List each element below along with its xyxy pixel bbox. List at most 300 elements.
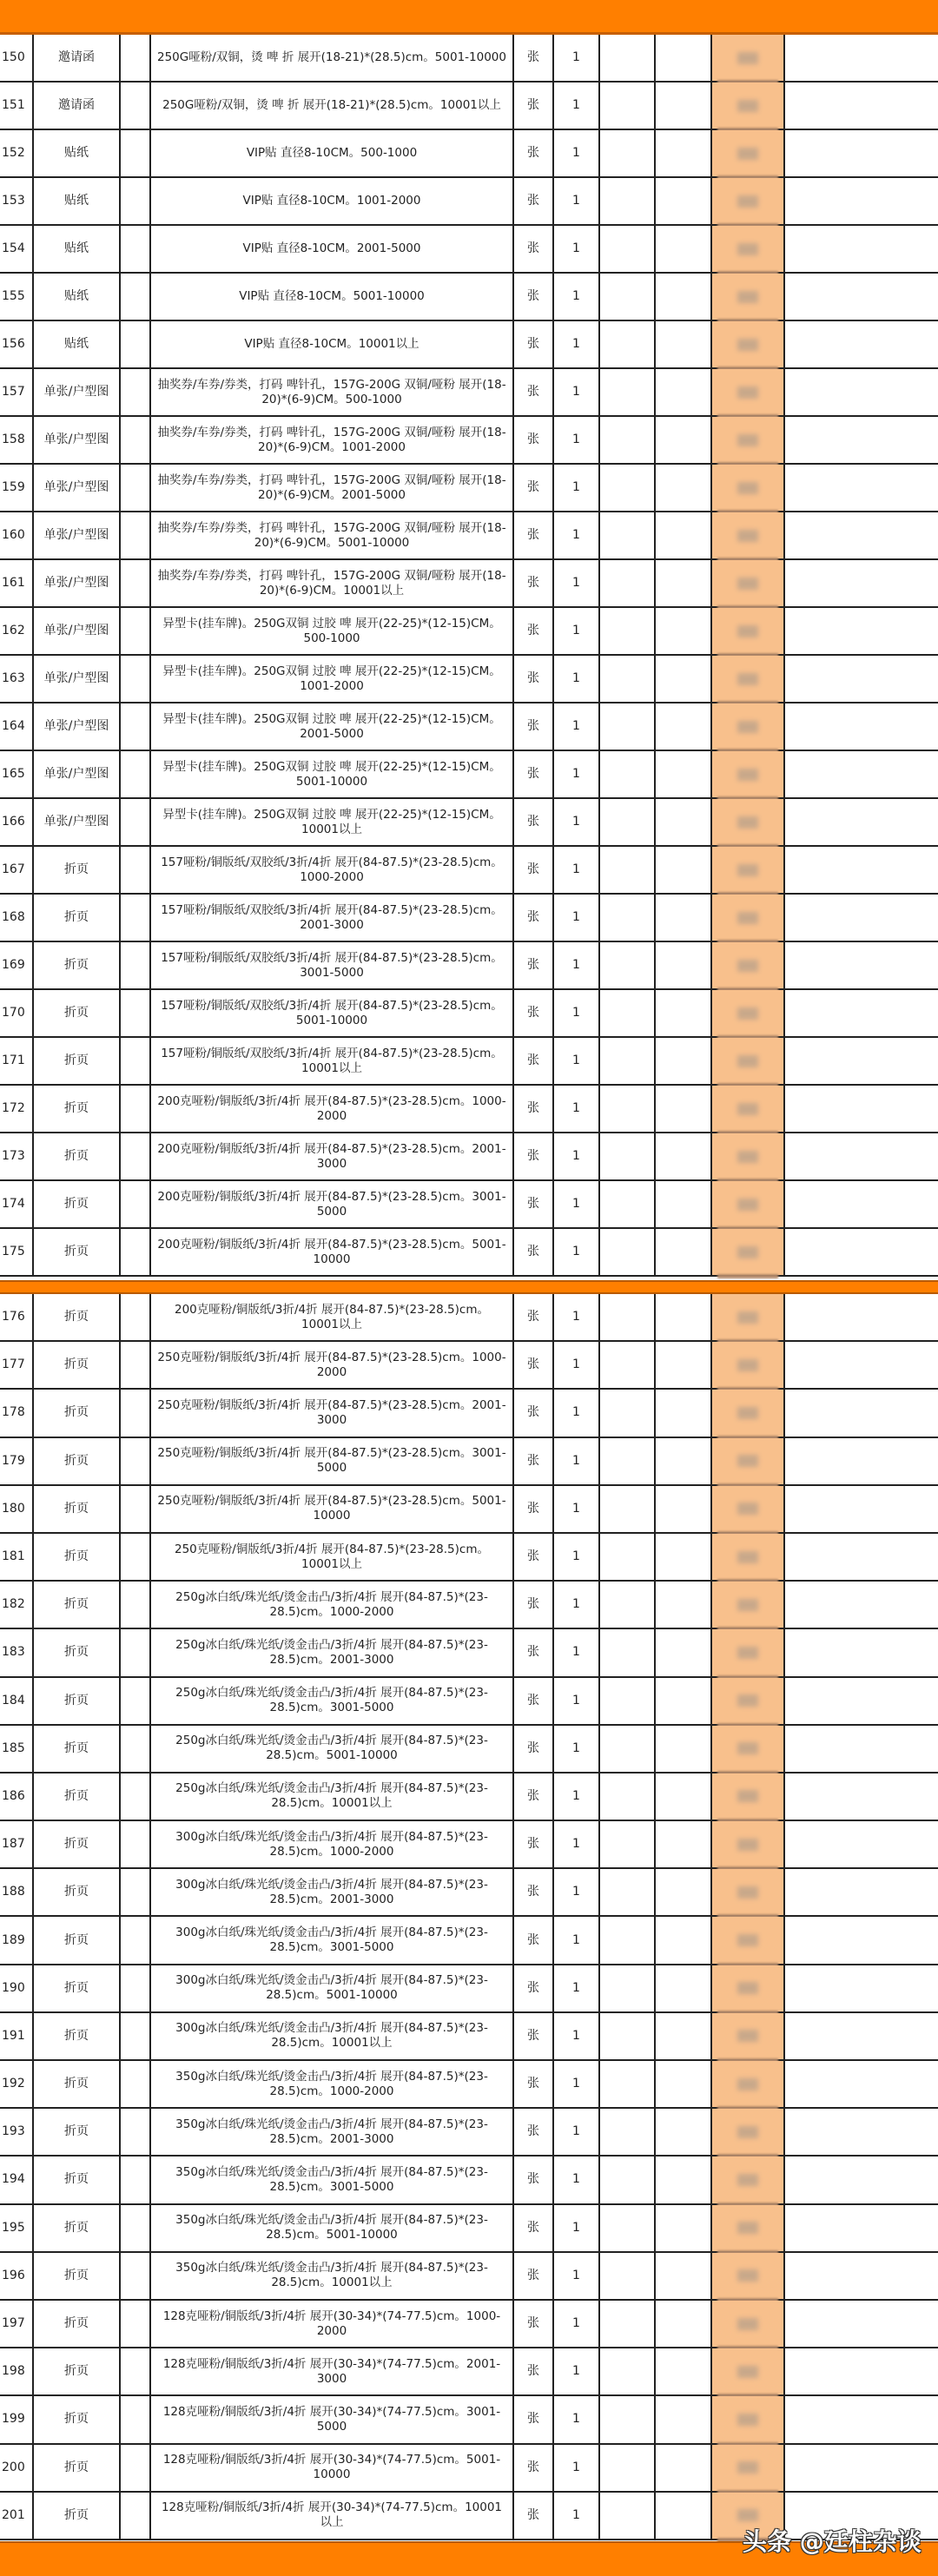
category-text: 邀请函 [58, 50, 95, 64]
quantity-text: 1 [572, 910, 580, 924]
row-number-cell [0, 942, 34, 988]
price-cell-blurred [712, 608, 785, 654]
row-number-text: 162 [2, 624, 25, 637]
row-number-cell [0, 1342, 34, 1388]
row-number-text: 159 [2, 480, 25, 494]
blank-cell [785, 1869, 938, 1915]
unit-text: 张 [527, 1980, 539, 1995]
category-cell [34, 2013, 121, 2059]
quantity-text: 1 [572, 1837, 580, 1852]
unit-cell [514, 847, 554, 893]
blank-cell [600, 1582, 656, 1628]
blank-cell [600, 2396, 656, 2442]
category-cell [34, 274, 121, 320]
description-cell [151, 178, 514, 224]
blank-cell [121, 465, 151, 511]
blank-cell [785, 1534, 938, 1580]
blank-cell [785, 35, 938, 81]
blurred-price [737, 1359, 758, 1371]
quantity-text: 1 [572, 767, 580, 781]
price-cell-blurred [712, 226, 785, 272]
blank-cell [656, 847, 712, 893]
description-cell [151, 465, 514, 511]
quantity-text: 1 [572, 2364, 580, 2379]
table-row [0, 321, 938, 369]
quantity-text: 1 [572, 433, 580, 446]
description-cell [151, 560, 514, 606]
price-cell-blurred [712, 1869, 785, 1915]
blank-cell [656, 2253, 712, 2299]
unit-cell [514, 895, 554, 941]
blank-cell [600, 895, 656, 941]
description-text: 157哑粉/铜版纸/双胶纸/3折/4折 展开(84-87.5)*(23-28.5)cm。1000-2000 [161, 855, 503, 884]
blank-cell [600, 2253, 656, 2299]
category-text: 折页 [64, 1245, 89, 1258]
blank-cell [785, 2253, 938, 2299]
row-number-cell [0, 560, 34, 606]
row-number-text: 167 [2, 862, 25, 876]
table-row [0, 2205, 938, 2253]
unit-text: 张 [527, 528, 539, 542]
blank-cell [121, 1821, 151, 1867]
unit-cell [514, 1438, 554, 1484]
unit-text: 张 [527, 1101, 539, 1115]
quantity-cell [554, 1486, 600, 1532]
blank-cell [121, 1917, 151, 1963]
category-text: 贴纸 [64, 146, 89, 160]
unit-cell [514, 369, 554, 415]
quantity-text: 1 [572, 1006, 580, 1020]
description-text: 抽奖券/车券/券类，打码 啤针孔，157G-200G 双铜/哑粉 展开(18-20)*(6-9)CM。500-1000 [157, 377, 506, 406]
category-cell [34, 2348, 121, 2394]
category-text: 折页 [64, 1885, 89, 1899]
quantity-cell [554, 178, 600, 224]
table-row [0, 847, 938, 895]
quantity-text: 1 [572, 1197, 580, 1211]
price-cell-blurred [712, 1038, 785, 1084]
blank-cell [785, 560, 938, 606]
unit-text: 张 [527, 767, 539, 781]
blank-cell [656, 1869, 712, 1915]
unit-text: 张 [527, 2172, 539, 2187]
row-number-text: 185 [2, 1740, 25, 1755]
blank-cell [785, 1821, 938, 1867]
table-row [0, 799, 938, 847]
description-text: 250克哑粉/铜版纸/3折/4折 展开(84-87.5)*(23-28.5)cm。2001-3000 [157, 1397, 506, 1427]
unit-text: 张 [527, 815, 539, 829]
row-number-text: 186 [2, 1788, 25, 1803]
unit-cell [514, 1678, 554, 1724]
quantity-cell [554, 1629, 600, 1675]
unit-cell [514, 1917, 554, 1963]
blurred-price [737, 1839, 758, 1851]
blank-cell [600, 847, 656, 893]
blank-cell [600, 703, 656, 750]
category-text: 折页 [64, 1645, 89, 1660]
category-text: 单张/户型图 [43, 719, 109, 733]
row-number-text: 181 [2, 1549, 25, 1564]
category-text: 折页 [64, 1357, 89, 1372]
blank-cell [785, 417, 938, 463]
blank-cell [656, 178, 712, 224]
category-cell [34, 1390, 121, 1436]
price-table-section-2 [0, 1294, 938, 2540]
table-row [0, 1181, 938, 1229]
row-number-text: 176 [2, 1310, 25, 1324]
price-cell-blurred [712, 703, 785, 750]
unit-cell [514, 465, 554, 511]
blurred-price [737, 434, 758, 446]
description-text: 抽奖券/车券/券类，打码 啤针孔，157G-200G 双铜/哑粉 展开(18-20)*(6-9)CM。10001以上 [157, 568, 506, 598]
blank-cell [656, 512, 712, 558]
quantity-text: 1 [572, 528, 580, 542]
table-row [0, 2061, 938, 2109]
blurred-price [737, 1246, 758, 1258]
blurred-price [737, 482, 758, 494]
price-row-separator [717, 1274, 778, 1278]
quantity-text: 1 [572, 576, 580, 590]
unit-text: 张 [527, 624, 539, 637]
unit-text: 张 [527, 1645, 539, 1660]
quantity-text: 1 [572, 385, 580, 399]
blurred-price [737, 2222, 758, 2234]
category-cell [34, 1821, 121, 1867]
category-cell [34, 560, 121, 606]
blank-cell [121, 1486, 151, 1532]
description-cell [151, 1869, 514, 1915]
description-text: 157哑粉/铜版纸/双胶纸/3折/4折 展开(84-87.5)*(23-28.5)cm。10001以上 [161, 1046, 503, 1075]
blank-cell [600, 35, 656, 81]
row-number-text: 164 [2, 719, 25, 733]
unit-cell [514, 1294, 554, 1340]
unit-cell [514, 417, 554, 463]
category-text: 折页 [64, 2316, 89, 2331]
blank-cell [656, 1678, 712, 1724]
unit-text: 张 [527, 2412, 539, 2427]
blank-cell [785, 1133, 938, 1179]
blurred-price [737, 864, 758, 876]
table-row [0, 1965, 938, 2013]
description-cell [151, 847, 514, 893]
blank-cell [121, 895, 151, 941]
blurred-price [737, 1151, 758, 1163]
blank-cell [785, 847, 938, 893]
row-number-cell [0, 751, 34, 797]
blurred-price [737, 1455, 758, 1467]
blank-cell [600, 274, 656, 320]
category-text: 折页 [64, 910, 89, 924]
blank-cell [656, 274, 712, 320]
blank-cell [600, 608, 656, 654]
blank-cell [656, 703, 712, 750]
blank-cell [600, 2205, 656, 2251]
description-cell [151, 1181, 514, 1227]
category-cell [34, 1342, 121, 1388]
row-number-text: 153 [2, 194, 25, 208]
blurred-price [737, 1934, 758, 1946]
blank-cell [600, 512, 656, 558]
quantity-text: 1 [572, 98, 580, 112]
description-text: 128克哑粉/铜版纸/3折/4折 展开(30-34)*(74-77.5)cm。2001-3000 [162, 2356, 501, 2386]
unit-cell [514, 274, 554, 320]
price-cell-blurred [712, 417, 785, 463]
row-number-cell [0, 274, 34, 320]
unit-text: 张 [527, 480, 539, 494]
blank-cell [600, 321, 656, 367]
blank-cell [121, 2109, 151, 2155]
blank-cell [600, 1534, 656, 1580]
price-cell-blurred [712, 2445, 785, 2491]
quantity-cell [554, 1229, 600, 1275]
blank-cell [121, 560, 151, 606]
blank-cell [121, 990, 151, 1036]
quantity-text: 1 [572, 2507, 580, 2522]
row-number-text: 196 [2, 2268, 25, 2282]
description-text: 300g冰白纸/珠光纸/烫金击凸/3折/4折 展开(84-87.5)*(23-28.5)cm。1000-2000 [175, 1829, 488, 1859]
description-text: 157哑粉/铜版纸/双胶纸/3折/4折 展开(84-87.5)*(23-28.5)cm。2001-3000 [161, 902, 503, 932]
description-cell [151, 656, 514, 702]
unit-cell [514, 1869, 554, 1915]
unit-cell [514, 703, 554, 750]
category-cell [34, 2396, 121, 2442]
description-cell [151, 1726, 514, 1772]
unit-text: 张 [527, 2268, 539, 2282]
quantity-text: 1 [572, 2412, 580, 2427]
quantity-cell [554, 2396, 600, 2442]
description-cell [151, 1486, 514, 1532]
quantity-text: 1 [572, 1405, 580, 1420]
unit-text: 张 [527, 671, 539, 685]
category-cell [34, 226, 121, 272]
blank-cell [121, 1678, 151, 1724]
description-text: 300g冰白纸/珠光纸/烫金击凸/3折/4折 展开(84-87.5)*(23-28.5)cm。10001以上 [175, 2021, 488, 2051]
price-cell-blurred [712, 1773, 785, 1820]
description-cell [151, 1773, 514, 1820]
description-text: 128克哑粉/铜版纸/3折/4折 展开(30-34)*(74-77.5)cm。1000-2000 [162, 2308, 501, 2338]
blank-cell [121, 1773, 151, 1820]
blank-cell [785, 2109, 938, 2155]
blank-cell [600, 130, 656, 176]
row-number-cell [0, 1294, 34, 1340]
description-cell [151, 130, 514, 176]
category-text: 折页 [64, 1740, 89, 1755]
blank-cell [785, 2013, 938, 2059]
description-cell [151, 274, 514, 320]
blank-cell [656, 35, 712, 81]
row-number-cell [0, 1534, 34, 1580]
quantity-cell [554, 1038, 600, 1084]
category-cell [34, 1678, 121, 1724]
blurred-price [737, 1742, 758, 1754]
description-text: 250克哑粉/铜版纸/3折/4折 展开(84-87.5)*(23-28.5)cm。1000-2000 [157, 1350, 506, 1379]
description-text: 157哑粉/铜版纸/双胶纸/3折/4折 展开(84-87.5)*(23-28.5)cm。5001-10000 [161, 998, 503, 1027]
blank-cell [785, 1038, 938, 1084]
category-cell [34, 512, 121, 558]
blank-cell [600, 1965, 656, 2011]
description-text: 异型卡(挂车牌)。250G双铜 过胶 啤 展开(22-25)*(12-15)CM。500-1000 [162, 616, 501, 645]
blank-cell [785, 1438, 938, 1484]
category-text: 折页 [64, 2124, 89, 2139]
category-text: 贴纸 [64, 289, 89, 303]
blank-cell [600, 1486, 656, 1532]
row-number-text: 154 [2, 241, 25, 255]
blank-cell [656, 1181, 712, 1227]
blank-cell [600, 1869, 656, 1915]
price-cell-blurred [712, 83, 785, 129]
blurred-price [737, 578, 758, 590]
description-cell [151, 417, 514, 463]
blank-cell [656, 321, 712, 367]
blank-cell [600, 178, 656, 224]
quantity-text: 1 [572, 2028, 580, 2043]
quantity-text: 1 [572, 289, 580, 303]
description-cell [151, 1438, 514, 1484]
quantity-text: 1 [572, 1693, 580, 1707]
blank-cell [656, 2205, 712, 2251]
row-number-cell [0, 465, 34, 511]
blurred-price [737, 339, 758, 351]
unit-cell [514, 512, 554, 558]
unit-cell [514, 942, 554, 988]
quantity-cell [554, 2445, 600, 2491]
quantity-text: 1 [572, 1645, 580, 1660]
blurred-price [737, 2078, 758, 2091]
quantity-cell [554, 1821, 600, 1867]
description-text: 350g冰白纸/珠光纸/烫金击凸/3折/4折 展开(84-87.5)*(23-28.5)cm。10001以上 [175, 2261, 488, 2290]
blank-cell [600, 1726, 656, 1772]
price-cell-blurred [712, 274, 785, 320]
blurred-price [737, 1007, 758, 1020]
description-cell [151, 2157, 514, 2203]
table-row [0, 1294, 938, 1342]
quantity-text: 1 [572, 1101, 580, 1115]
table-row [0, 1773, 938, 1821]
quantity-text: 1 [572, 671, 580, 685]
description-text: 250克哑粉/铜版纸/3折/4折 展开(84-87.5)*(23-28.5)cm。5001-10000 [157, 1494, 506, 1523]
category-text: 折页 [64, 1932, 89, 1947]
quantity-text: 1 [572, 1245, 580, 1258]
blank-cell [785, 2445, 938, 2491]
table-row [0, 1229, 938, 1277]
row-number-cell [0, 2109, 34, 2155]
category-cell [34, 1629, 121, 1675]
blank-cell [785, 512, 938, 558]
blank-cell [785, 1965, 938, 2011]
row-number-cell [0, 2301, 34, 2347]
watermark: 头条 @廷柱杂谈 [743, 2527, 921, 2556]
blurred-price [737, 1790, 758, 1802]
category-cell [34, 369, 121, 415]
blank-cell [785, 799, 938, 845]
description-cell [151, 2396, 514, 2442]
quantity-cell [554, 2061, 600, 2107]
unit-text: 张 [527, 719, 539, 733]
quantity-cell [554, 1582, 600, 1628]
blank-cell [121, 226, 151, 272]
blank-cell [121, 130, 151, 176]
category-cell [34, 608, 121, 654]
blurred-price [737, 2174, 758, 2186]
table-row [0, 178, 938, 226]
quantity-cell [554, 321, 600, 367]
blank-cell [656, 369, 712, 415]
table-row [0, 2109, 938, 2157]
price-cell-blurred [712, 847, 785, 893]
row-number-text: 156 [2, 337, 25, 351]
category-text: 折页 [64, 2268, 89, 2282]
description-cell [151, 2205, 514, 2251]
quantity-text: 1 [572, 2316, 580, 2331]
blurred-price [737, 1503, 758, 1515]
category-text: 折页 [64, 1597, 89, 1612]
blank-cell [785, 1229, 938, 1275]
unit-text: 张 [527, 2460, 539, 2474]
description-text: 128克哑粉/铜版纸/3折/4折 展开(30-34)*(74-77.5)cm。5001-10000 [162, 2453, 501, 2482]
description-text: 250克哑粉/铜版纸/3折/4折 展开(84-87.5)*(23-28.5)cm。3001-5000 [157, 1446, 506, 1476]
row-number-text: 179 [2, 1453, 25, 1468]
blank-cell [656, 799, 712, 845]
blank-cell [785, 1086, 938, 1132]
table-row [0, 1342, 938, 1390]
quantity-cell [554, 1390, 600, 1436]
blurred-price [737, 1311, 758, 1324]
description-text: 350g冰白纸/珠光纸/烫金击凸/3折/4折 展开(84-87.5)*(23-28.5)cm。5001-10000 [175, 2213, 488, 2242]
description-text: 300g冰白纸/珠光纸/烫金击凸/3折/4折 展开(84-87.5)*(23-28.5)cm。2001-3000 [175, 1877, 488, 1906]
description-cell [151, 608, 514, 654]
quantity-cell [554, 1917, 600, 1963]
row-number-text: 195 [2, 2220, 25, 2235]
unit-text: 张 [527, 1357, 539, 1372]
unit-cell [514, 2157, 554, 2203]
description-text: 250g冰白纸/珠光纸/烫金击凸/3折/4折 展开(84-87.5)*(23-28.5)cm。2001-3000 [175, 1637, 488, 1667]
row-number-text: 150 [2, 50, 25, 64]
blank-cell [121, 1038, 151, 1084]
description-cell [151, 990, 514, 1036]
category-text: 折页 [64, 1980, 89, 1995]
description-text: 异型卡(挂车牌)。250G双铜 过胶 啤 展开(22-25)*(12-15)CM。10001以上 [162, 807, 501, 836]
unit-text: 张 [527, 433, 539, 446]
unit-text: 张 [527, 1245, 539, 1258]
price-cell-blurred [712, 1181, 785, 1227]
blank-cell [600, 942, 656, 988]
category-cell [34, 1917, 121, 1963]
table-row [0, 1629, 938, 1677]
quantity-cell [554, 512, 600, 558]
blank-cell [600, 2109, 656, 2155]
blank-cell [656, 2301, 712, 2347]
blank-cell [785, 703, 938, 750]
quantity-text: 1 [572, 2220, 580, 2235]
unit-text: 张 [527, 2028, 539, 2043]
row-number-cell [0, 1678, 34, 1724]
blurred-price [737, 721, 758, 733]
category-text: 单张/户型图 [43, 767, 109, 781]
blank-cell [656, 1486, 712, 1532]
unit-text: 张 [527, 146, 539, 160]
price-cell-blurred [712, 895, 785, 941]
unit-cell [514, 2396, 554, 2442]
blank-cell [785, 1629, 938, 1675]
price-cell-blurred [712, 1678, 785, 1724]
blank-cell [656, 1390, 712, 1436]
category-text: 折页 [64, 2172, 89, 2187]
blank-cell [600, 2348, 656, 2394]
price-cell-blurred [712, 1917, 785, 1963]
blank-cell [656, 2013, 712, 2059]
blank-cell [656, 2348, 712, 2394]
row-number-text: 170 [2, 1006, 25, 1020]
category-cell [34, 1133, 121, 1179]
